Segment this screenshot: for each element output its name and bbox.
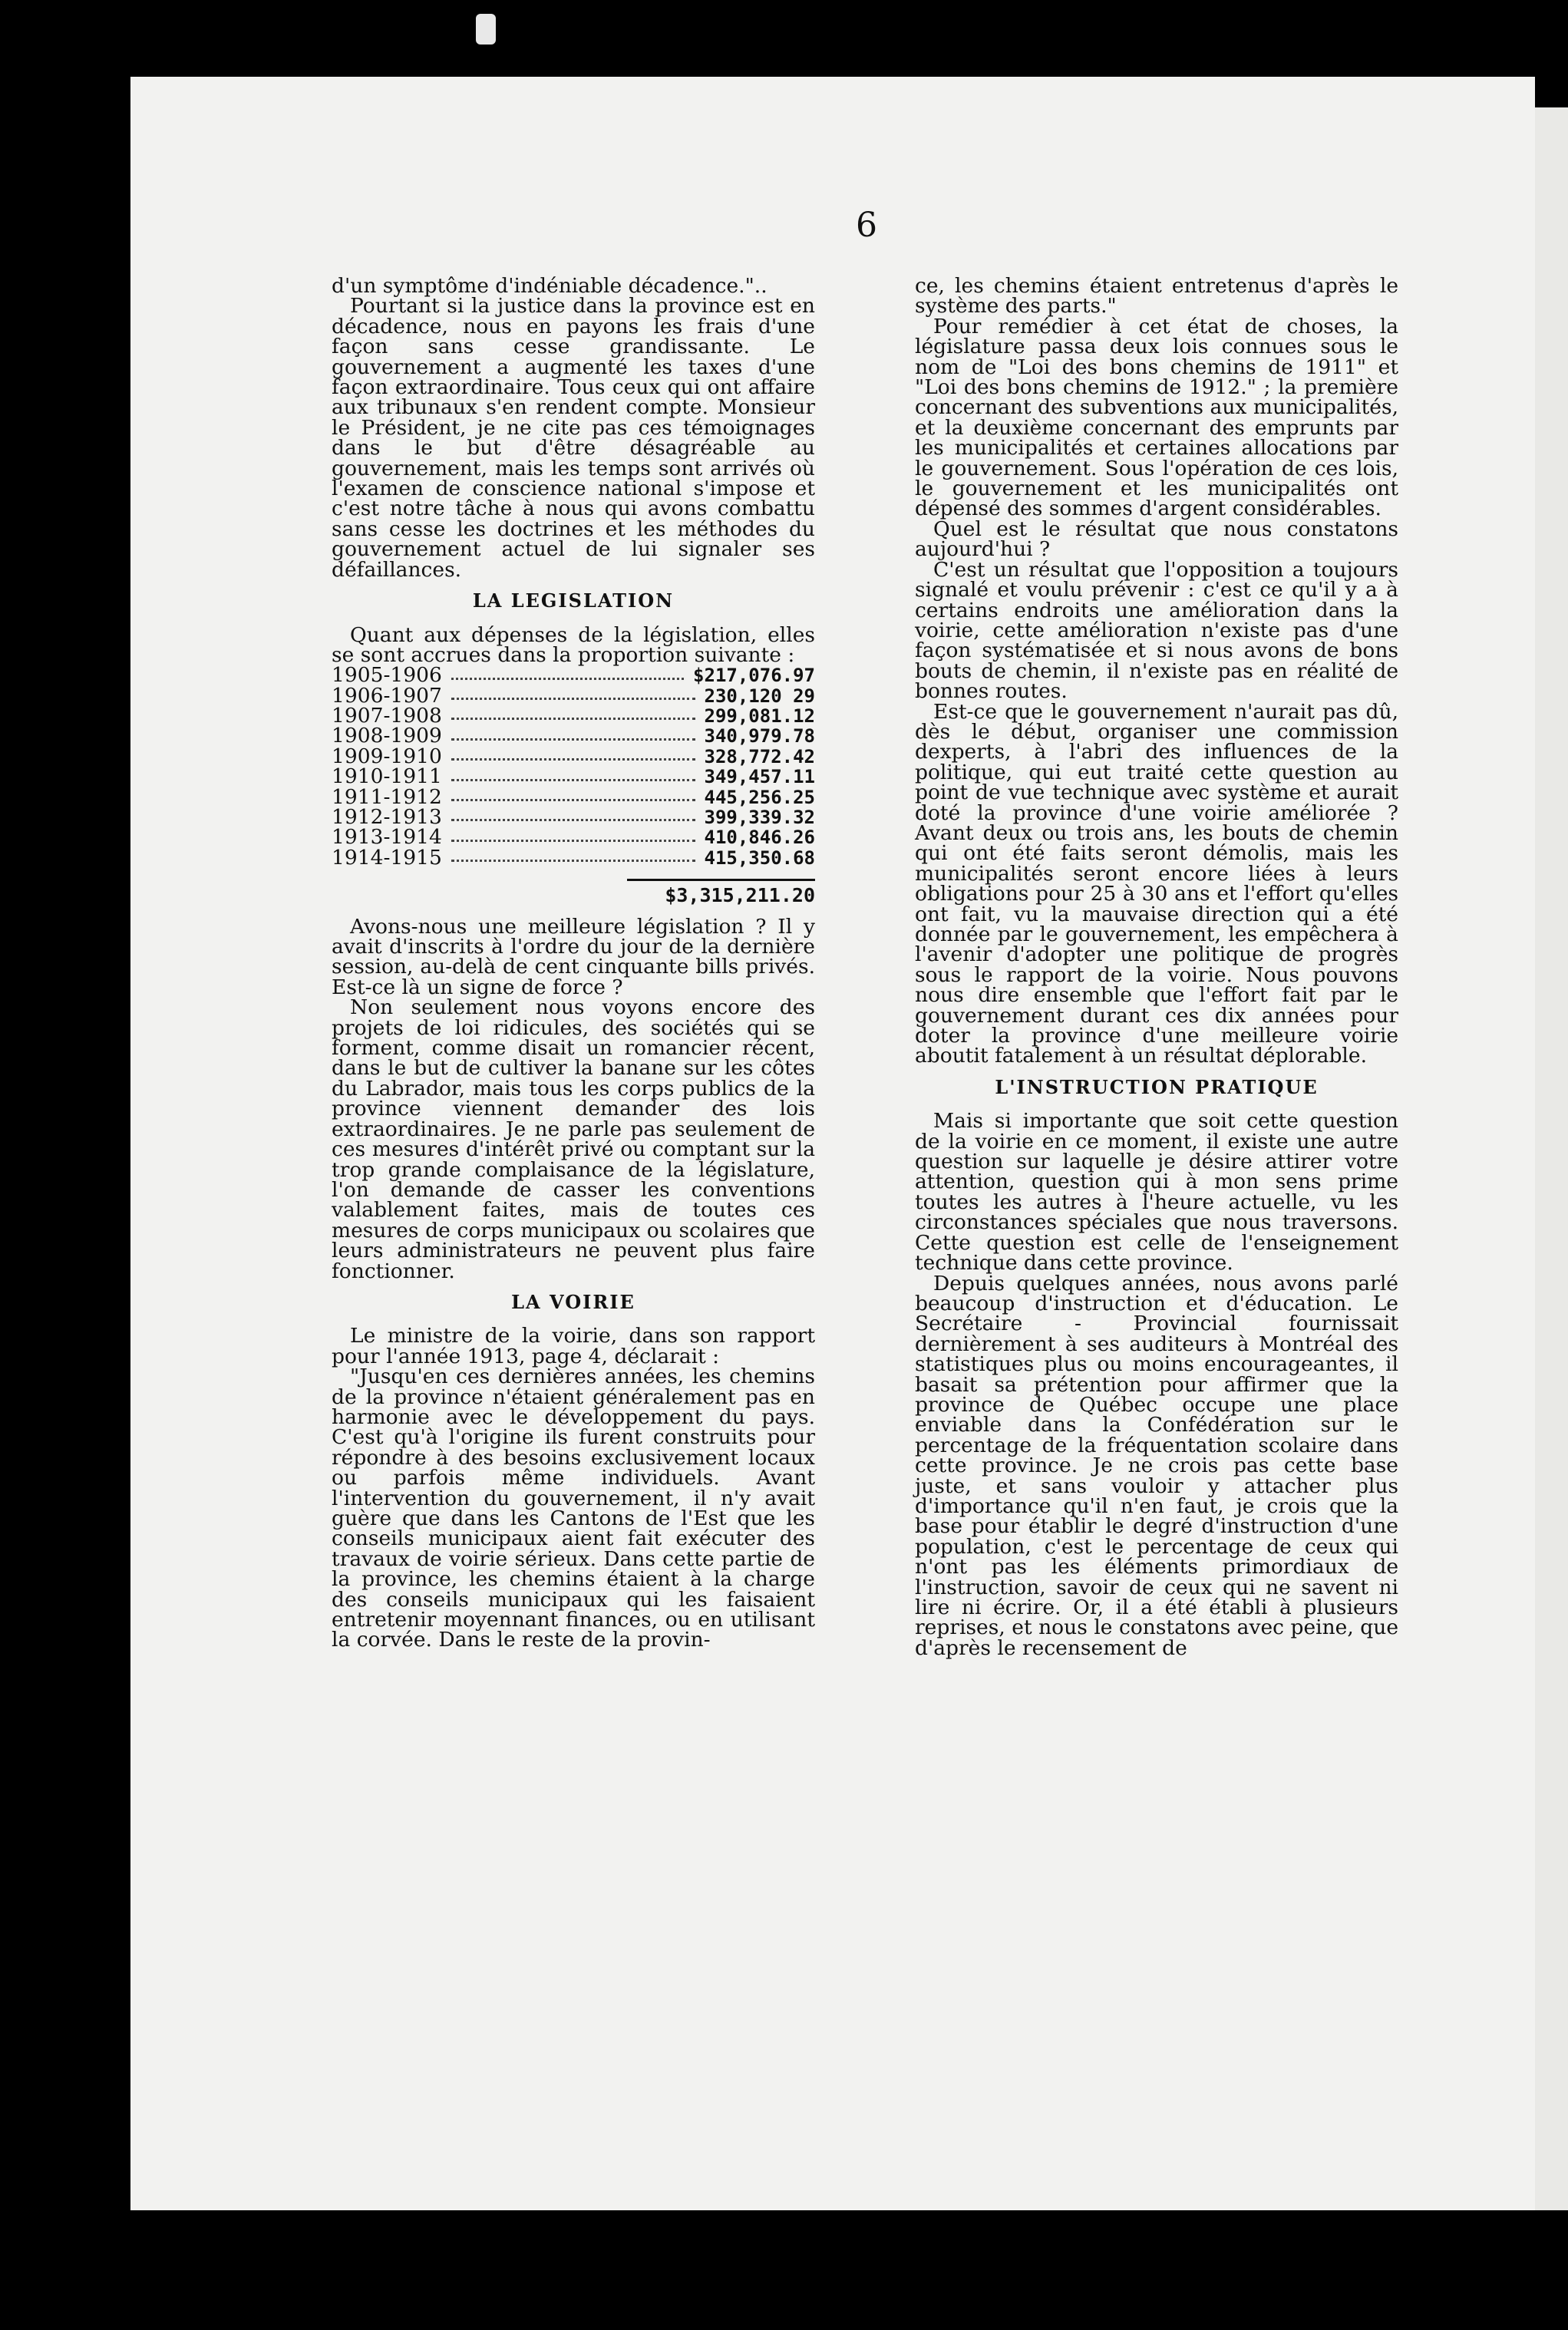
amount: 445,256.25 [704, 786, 815, 808]
paragraph: Pour remédier à cet état de choses, la législature passa deux lois connues sous le nom de "Loi des bons chemins de 1911" et "Loi des bons chemins de 1912." ; la première concernant des subventions aux municipalités, et la deuxième concernant des emprunts par les municipalités et certaines allocations par le gouvernement. Sous l'opération de ces lois, le gouvernement et les municipalités ont dépensé des sommes d'argent considérables. [915, 314, 1398, 521]
section-heading-instruction: L'INSTRUCTION PRATIQUE [995, 1075, 1319, 1098]
period: 1912-1913 [332, 805, 442, 830]
period: 1905-1906 [332, 663, 442, 688]
expenses-total: $3,315,211.20 [665, 884, 815, 907]
amount: 399,339.32 [704, 807, 815, 829]
paragraph: C'est un résultat que l'opposition a toujours signalé et voulu prévenir : c'est ce qu'il y a à certains endroits une amélioration dans la voirie, cette amélioration n'existe pas d'une façon systématisée et si nous avons de bons bouts de chemin, il n'existe pas en réalité de bonnes routes. [915, 557, 1398, 704]
page-number: 6 [856, 206, 877, 245]
expenses-table [332, 665, 815, 906]
amount: 328,772.42 [704, 745, 815, 767]
section-heading-voirie: LA VOIRIE [511, 1290, 635, 1313]
period: 1914-1915 [332, 845, 442, 870]
amount: 415,350.68 [704, 847, 815, 869]
section-heading-legislation: LA LEGISLATION [472, 589, 675, 612]
period: 1906-1907 [332, 683, 442, 708]
paragraph: Pourtant si la justice dans la province est en décadence, nous en payons les frais d'une façon sans cesse grandissante. Le gouvernement a augmenté les taxes d'une façon extraordinaire. Tous ceux qui ont affaire aux tribunaux s'en rendent compte. Monsieur le Président, je ne cite pas ces témoignages dans le but d'être désagréable au gouvernement, mais les temps sont arrivés où l'examen de conscience national s'impose et c'est notre tâche à nous qui avons combattu sans cesse les doctrines et les méthodes du gouvernement actuel de lui signaler ses défaillances. [332, 294, 815, 582]
paragraph: Le ministre de la voirie, dans son rapport pour l'année 1913, page 4, déclarait : [332, 1324, 815, 1368]
table-row [332, 663, 815, 688]
scan-mark [476, 14, 496, 45]
paragraph: Depuis quelques années, nous avons parlé beaucoup d'instruction et d'éducation. Le Secrétaire - Provincial fournissait dernièrement à ses auditeurs à Montréal des statistiques plus ou moins encourageantes, il basait sa prétention pour affirmer que la province de Québec occupe une place enviable dans la Confédération sur le percentage de la fréquentation scolaire dans cette province. Je ne crois pas cette base juste, et sans vouloir y attacher plus d'importance qu'il n'en faut, je crois que la base pour établir le degré d'instruction d'une population, c'est le percentage de ceux qui n'ont pas les éléments primordiaux de l'instruction, savoir de ceux qui ne savent ni lire ni écrire. Or, il a été établi à plusieurs reprises, et nous le constatons avec peine, que d'après le recensement de [915, 1271, 1398, 1660]
paragraph: d'un symptôme d'indéniable décadence.".. [332, 274, 767, 298]
amount: 299,081.12 [704, 705, 815, 728]
table-row [332, 825, 815, 850]
amount: $217,076.97 [693, 665, 815, 687]
period: 1911-1912 [332, 784, 442, 809]
period: 1909-1910 [332, 744, 442, 768]
amount: 230,120 29 [704, 685, 815, 707]
paragraph: Avons-nous une meilleure législation ? Il y avait d'inscrits à l'ordre du jour de la dernière session, au-delà de cent cinquante bills privés. Est-ce là un signe de force ? [332, 914, 815, 999]
right-column [915, 276, 1398, 1658]
paragraph: Non seulement nous voyons encore des projets de loi ridicules, des sociétés qui se forment, comme disait un romancier récent, dans le but de cultiver la banane sur les côtes du Labrador, mais tous les corps publics de la province viennent demander des lois extraordinaires. Je ne parle pas seulement de ces mesures d'intérêt privé ou comptant sur la trop grande complaisance de la législature, l'on demande de casser les conventions valablement faites, mais de toutes ces mesures de corps municipaux ou scolaires que leurs administrateurs ne peuvent plus faire fonctionner. [332, 995, 815, 1283]
period: 1907-1908 [332, 704, 442, 728]
paragraph: Quant aux dépenses de la législation, elles se sont accrues dans la proportion suivante : [332, 622, 815, 667]
table-row [332, 726, 815, 746]
amount: 410,846.26 [704, 827, 815, 849]
paragraph: Quel est le résultat que nous constatons aujourd'hui ? [915, 516, 1398, 562]
paragraph: ce, les chemins étaient entretenus d'après le système des parts." [915, 274, 1398, 318]
table-row [332, 764, 815, 789]
period: 1908-1909 [332, 724, 442, 748]
amount: 340,979.78 [704, 725, 815, 748]
amount: 349,457.11 [704, 766, 815, 788]
table-row [332, 845, 815, 870]
paragraph: "Jusqu'en ces dernières années, les chemins de la province n'étaient généralement pas en harmonie avec le développement du pays. C'est qu'à l'origine ils furent construits pour répondre à des besoins exclusivement locaux ou parfois même individuels. Avant l'intervention du gouvernement, il n'y avait guère que dans les Cantons de l'Est que les conseils municipaux aient fait exécuter des travaux de voirie sérieux. Dans cette partie de la province, les chemins étaient à la charge des conseils municipaux qui les faisaient entretenir moyennant finances, ou en utilisant la corvée. Dans le reste de la provin- [332, 1365, 815, 1652]
period: 1913-1914 [332, 825, 442, 850]
left-column [332, 276, 815, 1651]
adjacent-page-edge [1535, 107, 1568, 2210]
period: 1910-1911 [332, 764, 442, 789]
total-rule [627, 879, 815, 881]
paragraph: Est-ce que le gouvernement n'aurait pas dû, dès le début, organiser une commission dexperts, à l'abri des influences de la politique, qui eut traité cette question au point de vue technique avec système et aurait doté la province d'une voirie améliorée ? Avant deux ou trois ans, les bouts de chemin qui ont été faits seront démolis, mais les municipalités seront encore liées à leurs obligations pour 25 à 30 ans et l'effort qu'elles ont fait, vu la mauvaise direction qui a été donnée par le gouvernement, les empêchera à l'avenir d'adopter une politique de progrès sous le rapport de la voirie. Nous pouvons nous dire ensemble que l'effort fait par le gouvernement durant ces dix années pour doter la province d'une meilleure voirie aboutit fatalement à un résultat déplorable. [915, 699, 1398, 1068]
paragraph: Mais si importante que soit cette question de la voirie en ce moment, il existe une autre question sur laquelle je désire attirer votre attention, question qui à mon sens prime toutes les autres à l'heure actuelle, vu les circonstances spéciales que nous traversons. Cette question est celle de l'enseignement technique dans cette province. [915, 1109, 1398, 1276]
